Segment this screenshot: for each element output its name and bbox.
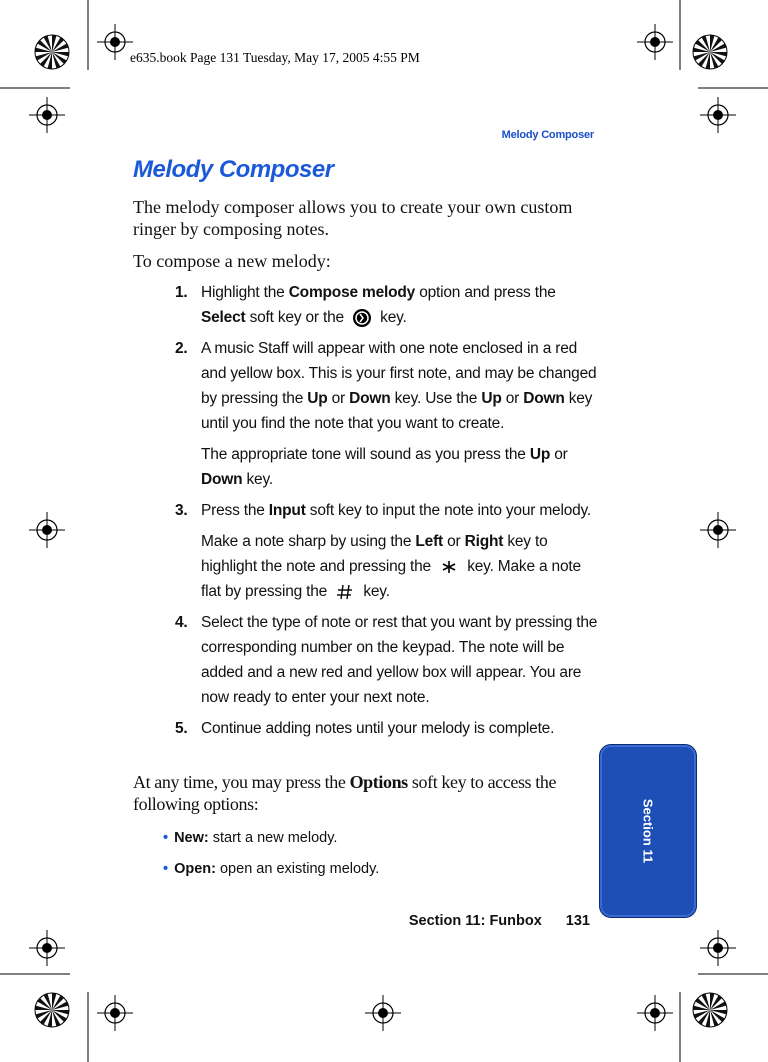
page-number: 131 (565, 913, 590, 929)
intro-paragraph: The melody composer allows you to create your own custom ringer by composing notes. (133, 197, 573, 239)
registration-mark-icon (637, 24, 673, 60)
options-paragraph: At any time, you may press the Options soft key to access the following options: (133, 772, 557, 814)
registration-mark-icon (29, 512, 65, 548)
step-3: 3. Press the Input soft key to input the note into your melody. (175, 498, 600, 523)
color-bar-wheel-icon (693, 993, 727, 1027)
pound-key-icon (334, 582, 356, 602)
book-header: e635.book Page 131 Tuesday, May 17, 2005 4:55 PM (130, 50, 420, 65)
registration-mark-icon (700, 930, 736, 966)
step-2: 2. A music Staff will appear with one note enclosed in a red and yellow box. This is your first note, and may be changed by pressing the Up or Down key. Use the Up or Down key until you find the note that you want to create. (175, 336, 600, 436)
section-tab-label: Section 11 (640, 798, 656, 864)
step-number: 2. (175, 340, 188, 357)
step-4: 4. Select the type of note or rest that you want by pressing the corresponding number on the keypad. The note will be added and a new red and yellow box will appear. You are now ready to enter your next note. (175, 610, 600, 710)
options-list (163, 828, 593, 890)
footer-section: Section 11: Funbox (408, 913, 542, 929)
step-number: 3. (175, 502, 188, 519)
color-bar-wheel-icon (693, 35, 727, 69)
step-number: 4. (175, 614, 188, 631)
registration-mark-icon (29, 930, 65, 966)
step-1: 1. Highlight the Compose melody option and press the Select soft key or the key. (175, 280, 600, 330)
step-2-note: The appropriate tone will sound as you press the Up or Down key. (201, 446, 568, 488)
page-title: Melody Composer (133, 156, 334, 183)
color-bar-wheel-icon (35, 993, 69, 1027)
star-key-icon (438, 557, 460, 577)
registration-mark-icon (637, 995, 673, 1031)
registration-mark-icon (700, 512, 736, 548)
running-head: Melody Composer (501, 129, 594, 141)
registration-mark-icon (97, 24, 133, 60)
step-3-note: Make a note sharp by using the Left or Right key to highlight the note and pressing the key. Make a note flat by pressing the key. (201, 533, 581, 600)
color-bar-wheel-icon (35, 35, 69, 69)
list-item: • New: start a new melody. (163, 830, 338, 846)
step-number: 5. (175, 720, 188, 737)
section-tab (599, 744, 697, 918)
registration-mark-icon (97, 995, 133, 1031)
step-5: 5. Continue adding notes until your melody is complete. (175, 716, 600, 741)
ok-key-icon (351, 308, 373, 328)
registration-mark-icon (29, 97, 65, 133)
step-number: 1. (175, 284, 188, 301)
registration-mark-icon (700, 97, 736, 133)
steps-list (175, 280, 600, 747)
page-footer (409, 913, 590, 929)
registration-mark-icon (365, 995, 401, 1031)
list-item: • Open: open an existing melody. (163, 861, 380, 877)
lead-paragraph: To compose a new melody: (133, 251, 331, 271)
